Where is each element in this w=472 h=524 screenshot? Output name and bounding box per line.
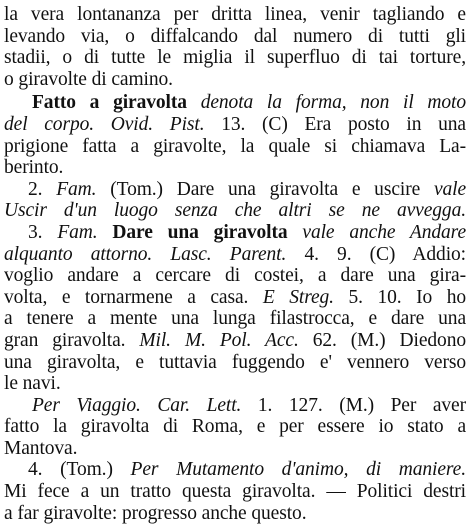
text-segment: levando via, o diffalcando dal numero di tutti gli xyxy=(4,25,466,47)
text-line-15 xyxy=(4,308,466,330)
text-segment: fatto la giravolta di Roma, e per essere io stato a xyxy=(4,416,466,438)
text-segment: 62. (M.) Diedono xyxy=(298,329,467,351)
text-segment: a far giravolte: progresso anche questo. xyxy=(4,502,307,524)
definition-text: Per Viaggio. Car. Lett. xyxy=(32,394,242,416)
text-line-2 xyxy=(4,26,466,48)
definition-text: vale xyxy=(433,178,467,200)
text-segment: una giravolta, e tuttavia fuggendo e' vennero verso xyxy=(4,351,466,373)
text-line-20 xyxy=(4,416,466,438)
text-line-1 xyxy=(4,4,466,26)
text-line-19 xyxy=(4,395,466,417)
register-label: Fam. xyxy=(57,221,98,243)
text-line-22 xyxy=(4,459,466,481)
text-line-12 xyxy=(4,244,466,266)
citation-source: del corpo. Ovid. Pist. xyxy=(4,113,205,135)
text-segment: o giravolte di camino. xyxy=(4,68,173,90)
text-segment: volta, e tornarmene a casa. xyxy=(4,286,263,308)
text-segment: (Tom.) Dare una giravolta e uscire xyxy=(96,178,434,200)
text-segment: prigione fatta a giravolte, la quale si chiamava La- xyxy=(4,135,466,157)
sense-number: 3. xyxy=(28,221,58,243)
text-segment: la vera lontananza per dritta linea, venir tagliando e xyxy=(4,4,466,25)
text-line-3 xyxy=(4,47,466,69)
text-line-18 xyxy=(4,373,466,395)
text-segment: le navi. xyxy=(4,373,61,395)
definition-text: Per Mutamento d'animo, di maniere. xyxy=(130,459,466,481)
definition-text: denota la forma, non il moto xyxy=(200,92,466,114)
text-line-13 xyxy=(4,265,466,287)
text-segment: Mantova. xyxy=(4,437,78,459)
text-line-6 xyxy=(4,114,466,136)
text-segment: 5. 10. Io ho xyxy=(333,286,466,308)
text-segment: stadii, o di tutte le miglia il superfluo di tai torture, xyxy=(4,47,466,69)
sense-number: 4. (Tom.) xyxy=(28,459,131,481)
definition-text: vale anche Andare xyxy=(302,221,467,243)
citation-source: Mil. M. Pol. Acc. xyxy=(139,329,299,351)
text-line-16 xyxy=(4,330,466,352)
text-line-4 xyxy=(4,69,466,91)
citation-source: E Streg. xyxy=(262,286,334,308)
text-segment: Mi fece a un tratto questa giravolta. — Politici destri xyxy=(4,481,466,503)
headword-phrase: Dare una giravolta xyxy=(97,221,303,243)
text-line-7 xyxy=(4,136,466,158)
text-line-23 xyxy=(4,481,466,503)
text-line-17 xyxy=(4,352,466,374)
text-segment: berinto. xyxy=(4,157,64,179)
text-segment: 1. 127. (M.) Per aver xyxy=(241,394,466,416)
text-line-11 xyxy=(4,222,466,244)
text-line-9 xyxy=(4,179,466,201)
text-line-10 xyxy=(4,200,466,222)
text-line-5 xyxy=(4,92,466,114)
text-line-8 xyxy=(4,157,466,179)
sense-number: 2. xyxy=(28,178,57,200)
text-line-14 xyxy=(4,287,466,309)
text-segment: 13. (C) Era posto in una xyxy=(204,113,466,135)
text-line-24 xyxy=(4,503,466,524)
text-segment: voglio andare a cercare di costei, a dare una gira- xyxy=(4,265,466,287)
text-segment: gran giravolta. xyxy=(4,329,140,351)
definition-text: Uscir d'un luogo senza che altri se ne avvegga. xyxy=(4,200,466,222)
register-label: Fam. xyxy=(56,178,97,200)
text-segment: 4. 9. (C) Addio: xyxy=(286,243,466,265)
text-segment: a tenere a mente una lunga filastrocca, e dare una xyxy=(4,308,466,330)
headword-phrase: Fatto a giravolta xyxy=(32,92,201,114)
definition-text: alquanto attorno. Lasc. Parent. xyxy=(4,243,287,265)
text-line-21 xyxy=(4,438,466,460)
